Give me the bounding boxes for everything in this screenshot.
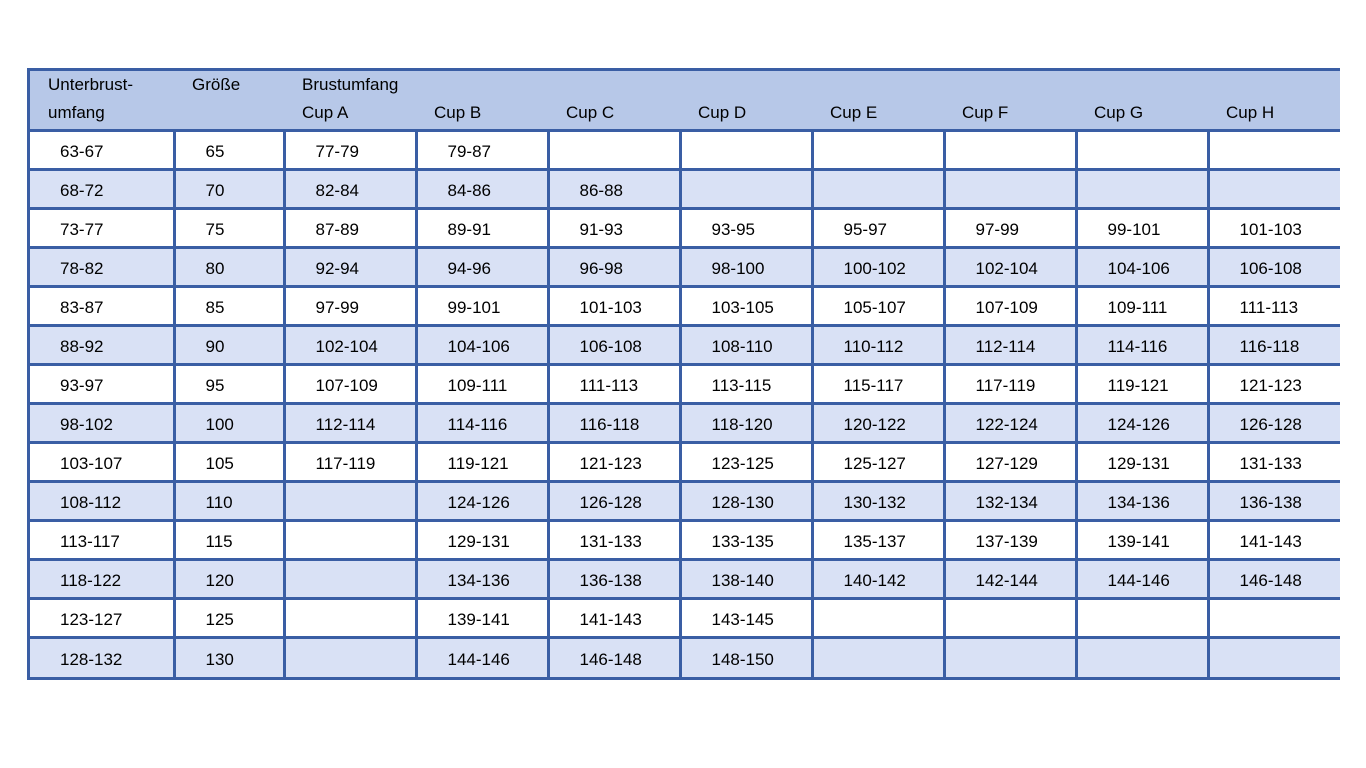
table-cell <box>1076 170 1208 209</box>
table-row <box>30 443 1340 482</box>
table-cell: 119-121 <box>416 443 548 482</box>
table-cell: 121-123 <box>548 443 680 482</box>
table-cell: 94-96 <box>416 248 548 287</box>
table-cell: 97-99 <box>284 287 416 326</box>
table-cell: 108-112 <box>30 482 174 521</box>
table-cell: 115 <box>174 521 284 560</box>
table-cell: 103-105 <box>680 287 812 326</box>
table-cell: 80 <box>174 248 284 287</box>
table-cell: 104-106 <box>416 326 548 365</box>
header-cup-f-label: Cup F <box>962 103 1009 122</box>
table-row <box>30 599 1340 638</box>
table-cell: 90 <box>174 326 284 365</box>
table-cell: 137-139 <box>944 521 1076 560</box>
table-cell: 143-145 <box>680 599 812 638</box>
table-row <box>30 560 1340 599</box>
table-cell: 130 <box>174 638 284 677</box>
table-cell: 129-131 <box>416 521 548 560</box>
header-cup-d-label: Cup D <box>698 103 747 122</box>
header-size <box>174 71 284 131</box>
table-cell: 146-148 <box>1208 560 1340 599</box>
table-cell: 98-100 <box>680 248 812 287</box>
table-cell: 135-137 <box>812 521 944 560</box>
table-cell <box>1208 638 1340 677</box>
table-cell: 105-107 <box>812 287 944 326</box>
table-cell: 112-114 <box>944 326 1076 365</box>
table-cell: 144-146 <box>1076 560 1208 599</box>
table-cell: 131-133 <box>548 521 680 560</box>
table-cell: 131-133 <box>1208 443 1340 482</box>
table-cell <box>812 599 944 638</box>
table-cell: 95 <box>174 365 284 404</box>
table-cell: 77-79 <box>284 131 416 170</box>
table-cell: 97-99 <box>944 209 1076 248</box>
table-cell: 111-113 <box>1208 287 1340 326</box>
table-cell: 134-136 <box>416 560 548 599</box>
table-cell: 132-134 <box>944 482 1076 521</box>
table-cell: 144-146 <box>416 638 548 677</box>
table-cell: 127-129 <box>944 443 1076 482</box>
table-cell: 120-122 <box>812 404 944 443</box>
table-cell: 95-97 <box>812 209 944 248</box>
table-cell: 114-116 <box>1076 326 1208 365</box>
table-cell: 89-91 <box>416 209 548 248</box>
header-cup-g-label: Cup G <box>1094 103 1144 122</box>
table-cell <box>284 560 416 599</box>
table-cell <box>812 131 944 170</box>
table-cell: 125 <box>174 599 284 638</box>
header-cup-f <box>944 71 1076 131</box>
table-cell: 87-89 <box>284 209 416 248</box>
table-row <box>30 131 1340 170</box>
table-cell: 116-118 <box>548 404 680 443</box>
table-cell: 133-135 <box>680 521 812 560</box>
table-cell: 138-140 <box>680 560 812 599</box>
header-underbust <box>30 71 174 131</box>
table-cell: 100 <box>174 404 284 443</box>
table-cell: 128-130 <box>680 482 812 521</box>
table-row <box>30 170 1340 209</box>
table-cell: 99-101 <box>416 287 548 326</box>
table-cell: 118-122 <box>30 560 174 599</box>
table-cell: 105 <box>174 443 284 482</box>
table-cell <box>1076 131 1208 170</box>
table-cell <box>1076 638 1208 677</box>
table-cell: 117-119 <box>284 443 416 482</box>
header-cup-h <box>1208 71 1340 131</box>
table-cell: 88-92 <box>30 326 174 365</box>
table-cell: 107-109 <box>284 365 416 404</box>
table-cell <box>944 170 1076 209</box>
table-cell: 65 <box>174 131 284 170</box>
table-cell: 110-112 <box>812 326 944 365</box>
table-cell: 86-88 <box>548 170 680 209</box>
header-cup-a-label: Cup A <box>302 103 349 122</box>
table-cell: 116-118 <box>1208 326 1340 365</box>
table-cell <box>944 131 1076 170</box>
header-bust-label: Brustumfang <box>302 75 399 94</box>
table-cell: 96-98 <box>548 248 680 287</box>
table-row <box>30 638 1340 677</box>
table-row <box>30 404 1340 443</box>
table-cell: 118-120 <box>680 404 812 443</box>
table-cell: 111-113 <box>548 365 680 404</box>
table-cell: 128-132 <box>30 638 174 677</box>
table-cell: 98-102 <box>30 404 174 443</box>
table-body <box>30 131 1340 677</box>
table-cell: 123-125 <box>680 443 812 482</box>
table-cell: 82-84 <box>284 170 416 209</box>
table-cell <box>680 170 812 209</box>
table-cell <box>284 638 416 677</box>
table-cell <box>1076 599 1208 638</box>
table-cell: 121-123 <box>1208 365 1340 404</box>
header-size-label: Größe <box>192 75 241 94</box>
table-cell: 84-86 <box>416 170 548 209</box>
table-cell: 113-115 <box>680 365 812 404</box>
table-cell: 78-82 <box>30 248 174 287</box>
header-cup-g <box>1076 71 1208 131</box>
table-cell: 85 <box>174 287 284 326</box>
table-cell: 136-138 <box>1208 482 1340 521</box>
header-cup-e <box>812 71 944 131</box>
table-cell: 141-143 <box>548 599 680 638</box>
size-table-grid <box>30 71 1340 677</box>
table-cell: 122-124 <box>944 404 1076 443</box>
table-cell <box>284 599 416 638</box>
table-row <box>30 365 1340 404</box>
table-cell: 125-127 <box>812 443 944 482</box>
table-cell: 129-131 <box>1076 443 1208 482</box>
table-cell: 126-128 <box>1208 404 1340 443</box>
table-cell <box>944 599 1076 638</box>
table-cell: 109-111 <box>1076 287 1208 326</box>
header-cup-h-label: Cup H <box>1226 103 1275 122</box>
table-cell <box>680 131 812 170</box>
table-row <box>30 326 1340 365</box>
table-cell: 130-132 <box>812 482 944 521</box>
table-row <box>30 248 1340 287</box>
size-chart-table <box>27 68 1340 680</box>
table-cell <box>548 131 680 170</box>
table-cell: 117-119 <box>944 365 1076 404</box>
table-cell <box>812 170 944 209</box>
table-cell: 123-127 <box>30 599 174 638</box>
table-cell: 112-114 <box>284 404 416 443</box>
header-row <box>30 71 1340 131</box>
table-cell: 93-97 <box>30 365 174 404</box>
table-cell <box>1208 599 1340 638</box>
table-cell: 114-116 <box>416 404 548 443</box>
header-cup-c <box>548 71 680 131</box>
table-cell: 115-117 <box>812 365 944 404</box>
table-cell: 101-103 <box>1208 209 1340 248</box>
header-cup-c-label: Cup C <box>566 103 615 122</box>
table-cell <box>812 638 944 677</box>
table-cell: 102-104 <box>284 326 416 365</box>
table-cell: 93-95 <box>680 209 812 248</box>
table-cell: 101-103 <box>548 287 680 326</box>
table-cell: 110 <box>174 482 284 521</box>
table-row <box>30 287 1340 326</box>
header-underbust-line2: umfang <box>48 103 105 122</box>
table-row <box>30 209 1340 248</box>
table-cell: 63-67 <box>30 131 174 170</box>
header-cup-a <box>284 71 416 131</box>
table-cell: 140-142 <box>812 560 944 599</box>
table-cell: 83-87 <box>30 287 174 326</box>
header-cup-b-label: Cup B <box>434 103 482 122</box>
table-cell: 146-148 <box>548 638 680 677</box>
table-cell: 136-138 <box>548 560 680 599</box>
table-cell: 99-101 <box>1076 209 1208 248</box>
table-cell: 141-143 <box>1208 521 1340 560</box>
table-cell: 104-106 <box>1076 248 1208 287</box>
table-cell: 68-72 <box>30 170 174 209</box>
table-cell: 124-126 <box>416 482 548 521</box>
table-cell: 92-94 <box>284 248 416 287</box>
table-cell <box>1208 170 1340 209</box>
table-cell: 126-128 <box>548 482 680 521</box>
table-cell: 73-77 <box>30 209 174 248</box>
table-cell: 139-141 <box>416 599 548 638</box>
table-cell <box>284 482 416 521</box>
table-cell <box>284 521 416 560</box>
header-cup-e-label: Cup E <box>830 103 878 122</box>
table-row <box>30 521 1340 560</box>
table-cell: 79-87 <box>416 131 548 170</box>
header-underbust-line1: Unterbrust- <box>48 75 134 94</box>
table-cell: 108-110 <box>680 326 812 365</box>
table-cell: 103-107 <box>30 443 174 482</box>
table-cell: 75 <box>174 209 284 248</box>
table-cell <box>944 638 1076 677</box>
table-cell: 106-108 <box>1208 248 1340 287</box>
table-cell: 106-108 <box>548 326 680 365</box>
table-cell: 139-141 <box>1076 521 1208 560</box>
table-cell: 148-150 <box>680 638 812 677</box>
header-cup-d <box>680 71 812 131</box>
header-cup-b <box>416 71 548 131</box>
table-cell: 119-121 <box>1076 365 1208 404</box>
table-cell: 100-102 <box>812 248 944 287</box>
table-cell: 70 <box>174 170 284 209</box>
table-cell: 102-104 <box>944 248 1076 287</box>
table-cell: 109-111 <box>416 365 548 404</box>
table-cell <box>1208 131 1340 170</box>
table-cell: 107-109 <box>944 287 1076 326</box>
table-cell: 142-144 <box>944 560 1076 599</box>
table-cell: 124-126 <box>1076 404 1208 443</box>
table-cell: 134-136 <box>1076 482 1208 521</box>
table-cell: 113-117 <box>30 521 174 560</box>
table-cell: 91-93 <box>548 209 680 248</box>
table-cell: 120 <box>174 560 284 599</box>
table-row <box>30 482 1340 521</box>
